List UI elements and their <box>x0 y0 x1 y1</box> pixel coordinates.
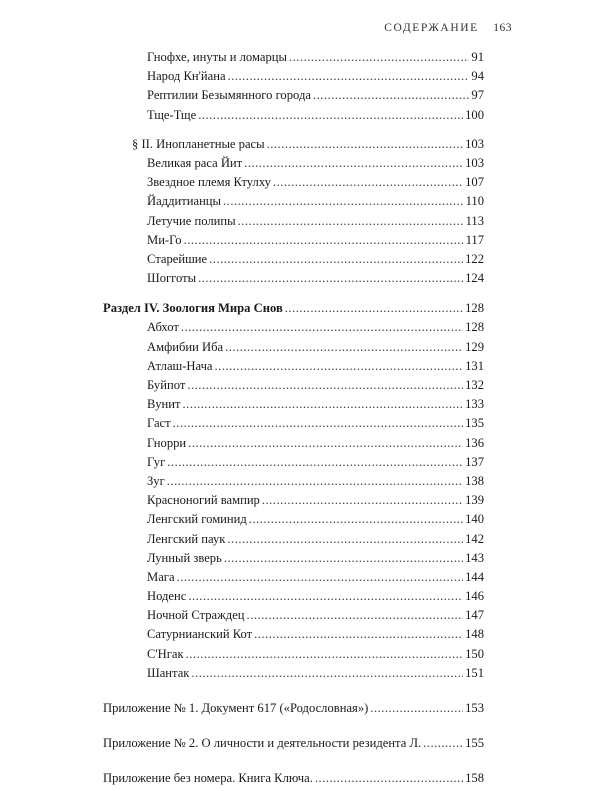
toc-leader <box>184 233 464 248</box>
toc-appendix-label: Приложение без номера. Книга Ключа. <box>103 771 313 786</box>
toc-entry-label: Гаст <box>147 416 171 431</box>
toc-entry-label: Амфибии Иба <box>147 339 224 354</box>
toc-entry[interactable] <box>103 194 484 213</box>
toc-entry-page: 107 <box>465 175 484 190</box>
toc-entry-label: § II. Инопланетные расы <box>132 136 265 151</box>
toc-entry[interactable] <box>103 627 484 646</box>
toc-entry-label: С'Нгак <box>147 646 184 661</box>
toc-entry-label: Сатурнианский Кот <box>147 627 253 642</box>
toc-leader <box>186 647 463 662</box>
toc-entry-label: Ми-Го <box>147 232 182 247</box>
toc-entry[interactable] <box>103 320 484 339</box>
header-page-number: 163 <box>493 22 512 34</box>
toc-entry-label: Летучие полипы <box>147 213 236 228</box>
toc-section-heading[interactable] <box>103 301 484 320</box>
toc-entry-page: 132 <box>465 378 484 392</box>
toc-leader <box>313 88 469 103</box>
toc-leader <box>370 701 463 716</box>
toc-leader <box>262 493 463 508</box>
toc-leader <box>188 436 463 451</box>
toc-entry-page: 137 <box>465 454 484 469</box>
toc-entry-page: 133 <box>465 397 484 412</box>
toc-entry-label: Гуг <box>147 454 166 469</box>
toc-entry-label: Ленгский гоминид <box>147 512 247 527</box>
toc-entry-label: Гнорри <box>147 435 187 450</box>
toc-appendix-entry[interactable] <box>103 771 484 790</box>
toc-appendix-entry[interactable] <box>103 736 484 755</box>
toc-entry-label: Красноногий вампир <box>147 493 260 508</box>
toc-entry-label: Старейшие <box>147 251 208 266</box>
toc-entry[interactable] <box>103 271 484 290</box>
toc-entry-page: 91 <box>471 50 484 64</box>
toc-entry[interactable] <box>103 88 484 107</box>
toc-entry[interactable] <box>103 214 484 233</box>
toc-entry[interactable] <box>103 551 484 570</box>
toc-entry-label: Шантак <box>147 665 190 680</box>
toc-leader <box>167 455 463 470</box>
toc-leader <box>173 416 463 431</box>
toc-entry-page: 146 <box>465 589 484 604</box>
toc-entry-page: 129 <box>465 339 484 354</box>
running-header <box>384 22 512 34</box>
toc-entry[interactable] <box>103 397 484 416</box>
toc-entry-label: Рептилии Безымянного города <box>147 88 311 103</box>
toc-entry-page: 148 <box>465 627 484 642</box>
toc-entry-label: Вунит <box>147 397 181 412</box>
toc-entry-label: Тще-Тще <box>147 107 197 122</box>
toc-entry-label: Атлаш-Нача <box>147 358 213 373</box>
toc-entry-page: 142 <box>465 531 484 546</box>
toc-leader <box>315 771 463 786</box>
toc-leader <box>423 736 463 751</box>
toc-entry-page: 124 <box>465 271 484 286</box>
toc-leader <box>177 570 464 585</box>
toc-entry-label: Йаддитианцы <box>147 194 222 209</box>
toc-entry-page: 110 <box>465 194 484 209</box>
toc-leader <box>224 551 463 566</box>
toc-entry[interactable] <box>103 50 484 69</box>
toc-entry-label: Шогготы <box>147 271 197 286</box>
toc-entry[interactable] <box>103 474 484 493</box>
toc-entry[interactable] <box>103 589 484 608</box>
toc-entry-page: 153 <box>465 701 484 715</box>
toc-entry[interactable] <box>103 378 484 397</box>
toc-entry-label: Великая раса Йит <box>147 155 243 170</box>
toc-entry-page: 103 <box>465 155 484 170</box>
toc-entry-label: Абхот <box>147 320 179 335</box>
toc-leader <box>249 512 463 527</box>
toc-entry[interactable] <box>103 233 484 252</box>
toc-entry[interactable] <box>103 512 484 531</box>
toc-entry-page: 158 <box>465 771 484 786</box>
toc-leader <box>181 320 463 335</box>
toc-entry-page: 97 <box>471 88 484 103</box>
toc-leader <box>225 340 463 355</box>
toc-entry-label: Звездное племя Ктулху <box>147 175 271 190</box>
toc-section-label: Раздел IV. Зоология Мира Снов <box>103 301 283 316</box>
toc-entry-label: Ленгский паук <box>147 531 226 546</box>
toc-leader <box>209 252 463 267</box>
toc-entry[interactable] <box>103 108 484 127</box>
toc-entry[interactable] <box>103 416 484 435</box>
table-of-contents <box>103 50 484 791</box>
toc-entry-page: 135 <box>465 416 484 431</box>
toc-entry[interactable] <box>103 175 484 194</box>
toc-entry[interactable] <box>103 252 484 271</box>
toc-leader <box>247 608 464 623</box>
toc-leader <box>285 301 463 316</box>
toc-leader <box>244 156 463 171</box>
toc-leader <box>267 137 464 152</box>
toc-leader <box>238 214 464 229</box>
toc-leader <box>198 108 463 123</box>
toc-entry[interactable] <box>103 532 484 551</box>
toc-leader <box>254 627 463 642</box>
toc-entry[interactable] <box>103 455 484 474</box>
toc-entry-page: 139 <box>465 493 484 508</box>
toc-appendix-entry[interactable] <box>103 701 484 720</box>
toc-entry-page: 136 <box>465 435 484 450</box>
toc-entry-page: 151 <box>465 665 484 680</box>
toc-entry[interactable] <box>103 608 484 627</box>
toc-entry[interactable] <box>103 340 484 359</box>
toc-leader <box>273 175 463 190</box>
toc-leader <box>289 50 469 65</box>
toc-appendix-label: Приложение № 1. Документ 617 («Родословная») <box>103 701 369 715</box>
toc-entry-page: 150 <box>465 646 484 661</box>
toc-entry-page: 138 <box>465 473 484 488</box>
toc-entry-page: 147 <box>465 608 484 623</box>
toc-leader <box>188 589 463 604</box>
toc-appendix-label: Приложение № 2. О личности и деятельности резидента Л. <box>103 736 422 751</box>
toc-leader <box>187 378 463 393</box>
toc-entry-label: Гнофхе, инуты и ломарцы <box>147 50 287 64</box>
toc-entry[interactable] <box>103 666 484 685</box>
toc-leader <box>227 532 463 547</box>
toc-entry-label: Мага <box>147 569 175 584</box>
toc-entry[interactable] <box>103 570 484 589</box>
toc-entry-label: Лунный зверь <box>147 550 222 565</box>
toc-entry[interactable] <box>103 156 484 175</box>
toc-entry-page: 100 <box>465 107 484 122</box>
toc-entry[interactable] <box>103 647 484 666</box>
toc-entry[interactable] <box>103 493 484 512</box>
toc-entry-label: Зуг <box>147 473 165 488</box>
toc-entry-page: 128 <box>465 301 484 316</box>
toc-leader <box>198 271 463 286</box>
toc-leader <box>215 359 464 374</box>
toc-entry-label: Ноденс <box>147 589 187 604</box>
toc-entry-label: Буйпот <box>147 378 186 392</box>
toc-entry[interactable] <box>103 69 484 88</box>
toc-leader <box>183 397 464 412</box>
toc-leader <box>228 69 470 84</box>
toc-entry-page: 117 <box>465 232 484 247</box>
toc-entry-page: 103 <box>465 136 484 151</box>
toc-entry[interactable] <box>103 436 484 455</box>
toc-entry-page: 144 <box>465 569 484 584</box>
toc-leader <box>167 474 463 489</box>
header-title: СОДЕРЖАНИЕ <box>384 22 479 34</box>
toc-entry-page: 131 <box>465 358 484 373</box>
toc-entry-page: 155 <box>465 736 484 751</box>
toc-entry-label: Народ Кн'йана <box>147 69 226 84</box>
toc-entry[interactable] <box>103 359 484 378</box>
toc-entry-page: 113 <box>465 213 484 228</box>
toc-subsection[interactable] <box>103 137 484 156</box>
toc-leader <box>191 666 463 681</box>
toc-entry-page: 128 <box>465 320 484 335</box>
toc-entry-page: 143 <box>465 550 484 565</box>
toc-entry-page: 122 <box>465 251 484 266</box>
toc-leader <box>223 194 464 209</box>
toc-entry-label: Ночной Страждец <box>147 608 245 623</box>
toc-entry-page: 140 <box>465 512 484 527</box>
toc-entry-page: 94 <box>471 69 484 84</box>
